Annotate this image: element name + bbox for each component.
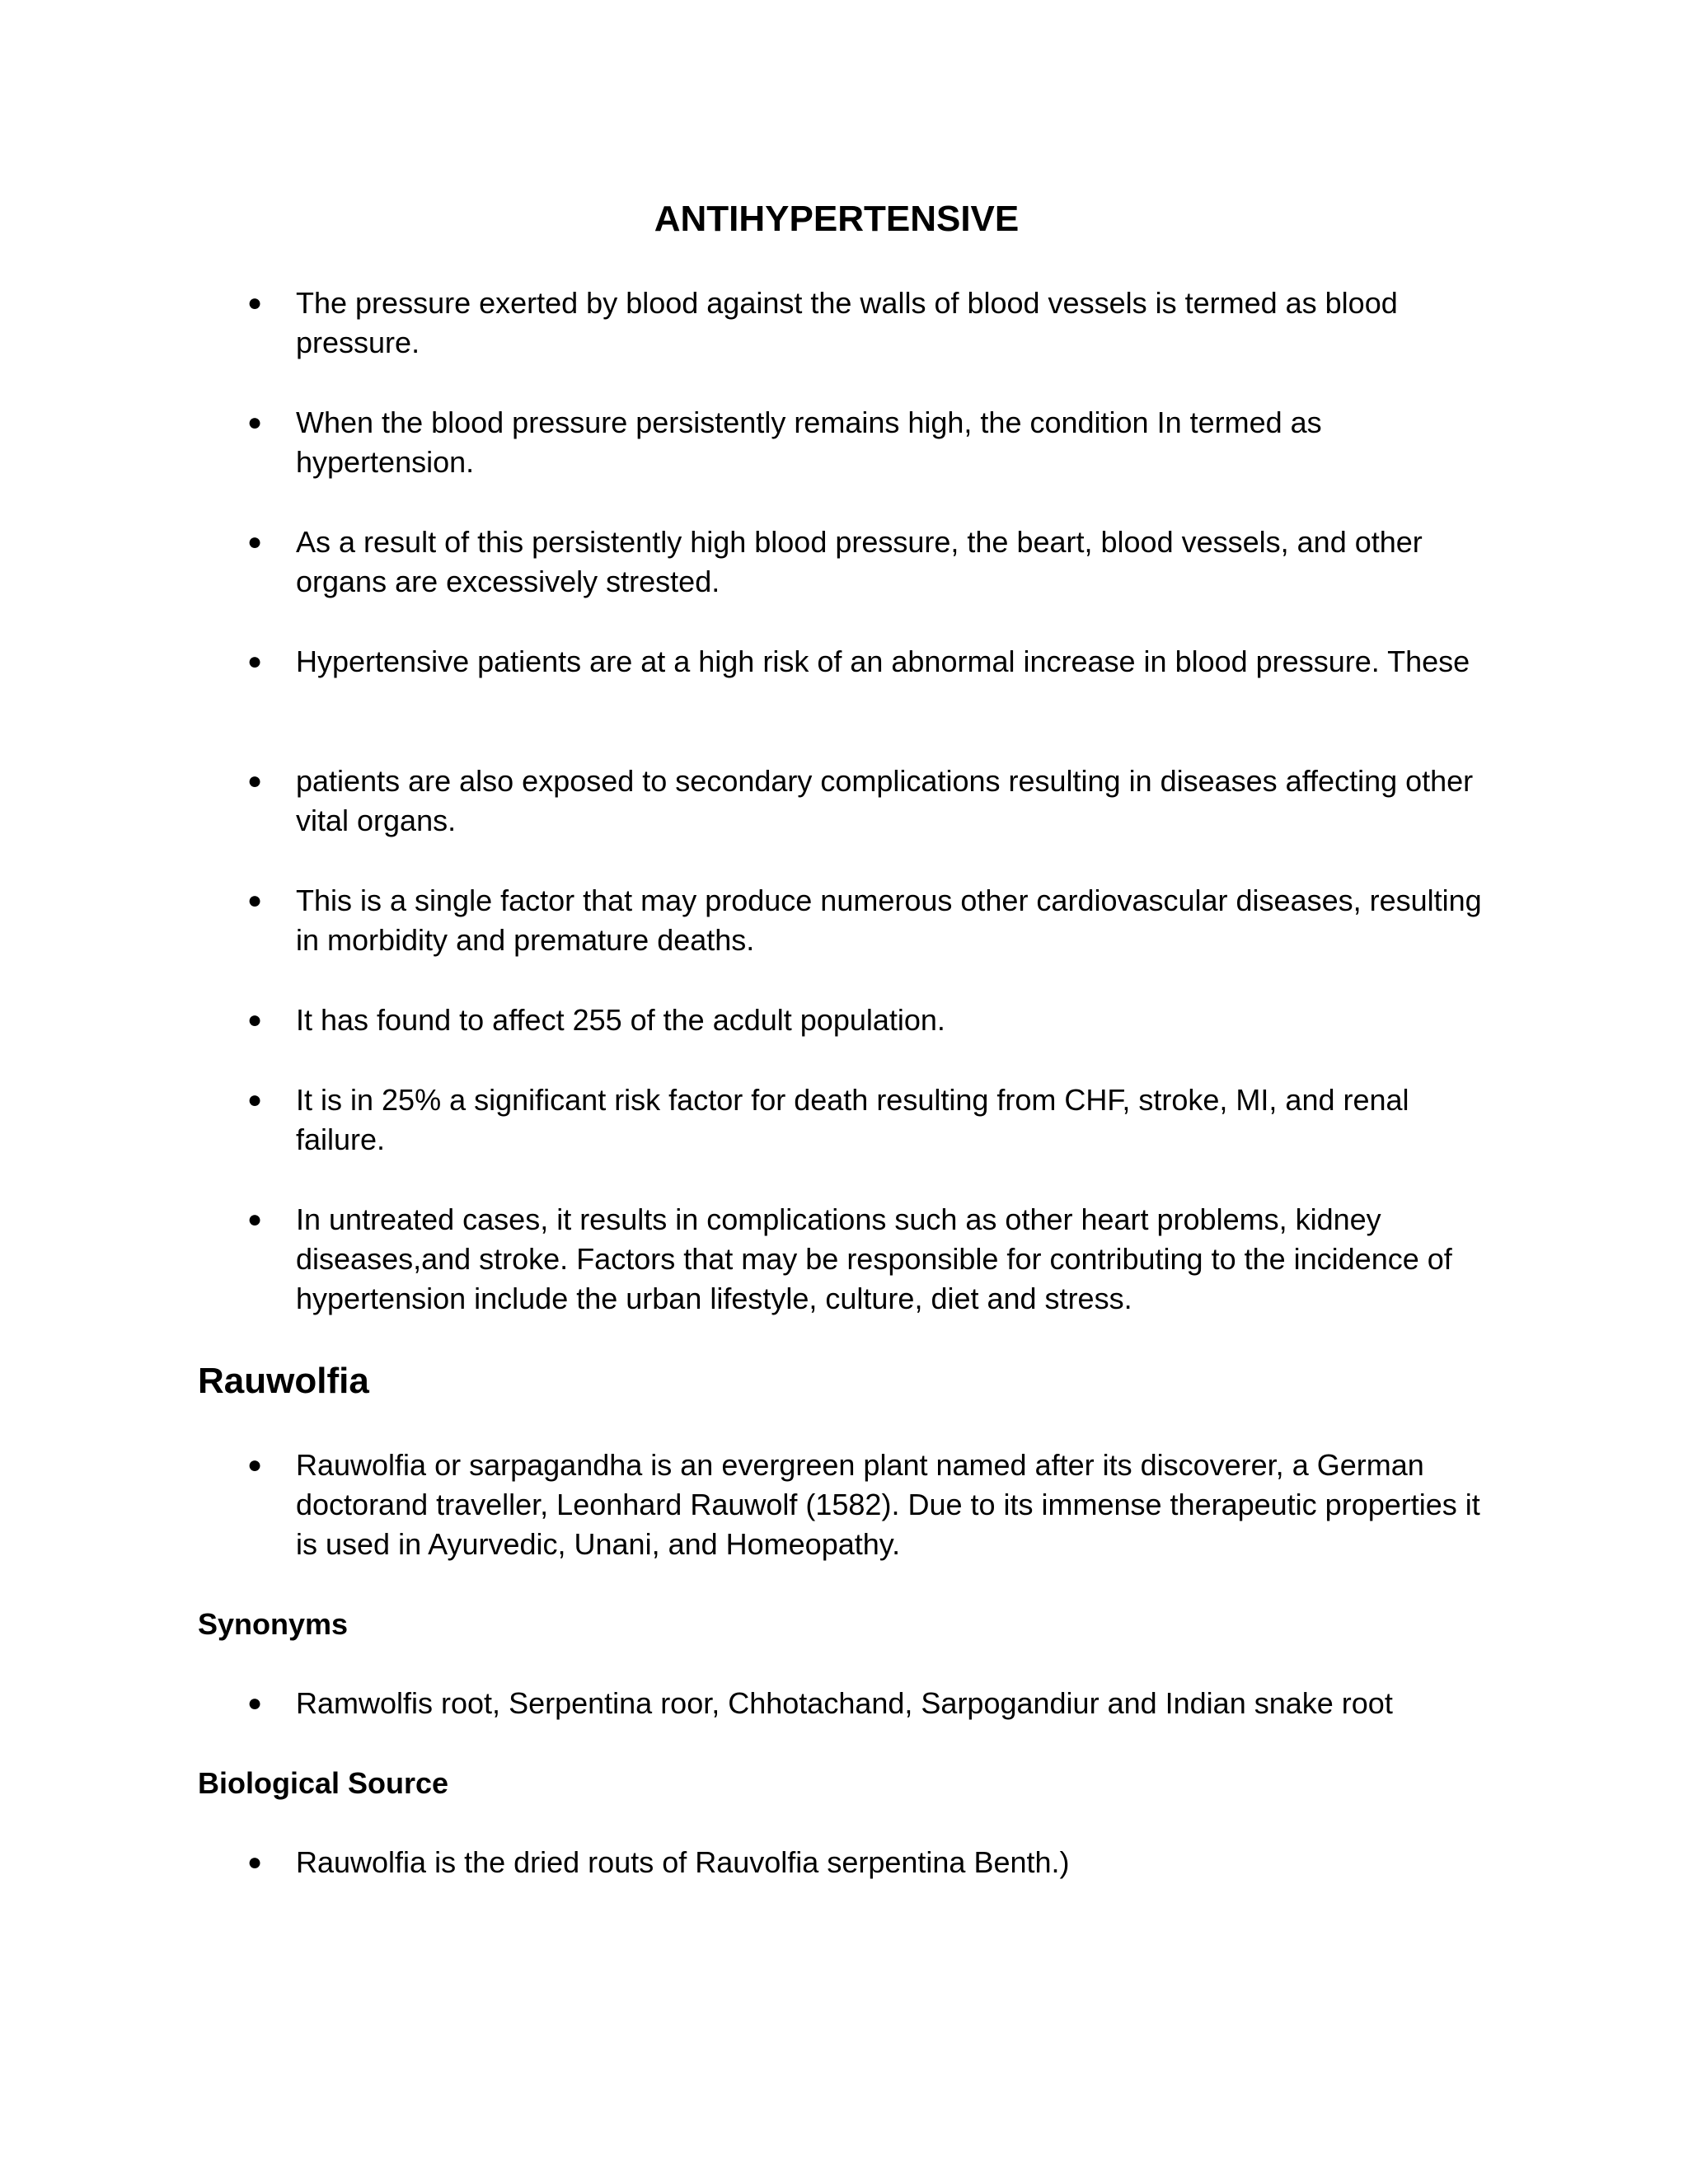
list-item-text: Rauwolfia or sarpagandha is an evergreen plant named after its discoverer, a German doctorand traveller, Leonhard Rauwolf (1582). Due to its immense therapeutic properties it is used in Ayurvedic, Unani, and Homeopathy.	[296, 1448, 1480, 1561]
bullet-icon: ●	[247, 528, 263, 555]
list-item-text: Rauwolfia is the dried routs of Rauvolfia serpentina Benth.)	[296, 1845, 1070, 1879]
list-item-text: As a result of this persistently high blood pressure, the beart, blood vessels, and other organs are excessively strested.	[296, 525, 1423, 598]
list-item-text: The pressure exerted by blood against the walls of blood vessels is termed as blood pressure.	[296, 286, 1398, 359]
bullet-icon: ●	[247, 767, 263, 794]
bullet-icon: ●	[247, 1206, 263, 1233]
list-item-text: This is a single factor that may produce numerous other cardiovascular diseases, resulting in morbidity and premature deaths.	[296, 883, 1482, 957]
list-item-text: patients are also exposed to secondary complications resulting in diseases affecting other vital organs.	[296, 764, 1474, 837]
bullet-icon: ●	[247, 1086, 263, 1113]
list-item-text: It has found to affect 255 of the acdult population.	[296, 1003, 945, 1037]
list-item-text: It is in 25% a significant risk factor for death resulting from CHF, stroke, MI, and renal failure.	[296, 1083, 1409, 1156]
list-item-text: Ramwolfis root, Serpentina roor, Chhotachand, Sarpogandiur and Indian snake root	[296, 1686, 1393, 1720]
sub-heading-synonyms: Synonyms	[198, 1607, 349, 1641]
bullet-icon: ●	[247, 1006, 263, 1033]
sub-heading-biological-source: Biological Source	[198, 1766, 449, 1800]
bullet-icon: ●	[247, 648, 263, 675]
bullet-icon: ●	[247, 1451, 263, 1479]
page-title: ANTIHYPERTENSIVE	[654, 199, 1020, 239]
list-item-text: When the blood pressure persistently remains high, the condition In termed as hypertension.	[296, 405, 1322, 479]
section-heading-rauwolfia: Rauwolfia	[198, 1361, 369, 1401]
bullet-icon: ●	[247, 887, 263, 914]
bullet-icon: ●	[247, 1849, 263, 1876]
bullet-icon: ●	[247, 1690, 263, 1717]
bullet-icon: ●	[247, 289, 263, 316]
bullet-icon: ●	[247, 409, 263, 436]
list-item-text: In untreated cases, it results in complications such as other heart problems, kidney diseases,and stroke. Factors that may be responsible for contributing to the incidence of hypertension include the urban lifestyle, culture, diet and stress.	[296, 1202, 1452, 1315]
list-item-text: Hypertensive patients are at a high risk of an abnormal increase in blood pressure. These	[296, 644, 1470, 678]
